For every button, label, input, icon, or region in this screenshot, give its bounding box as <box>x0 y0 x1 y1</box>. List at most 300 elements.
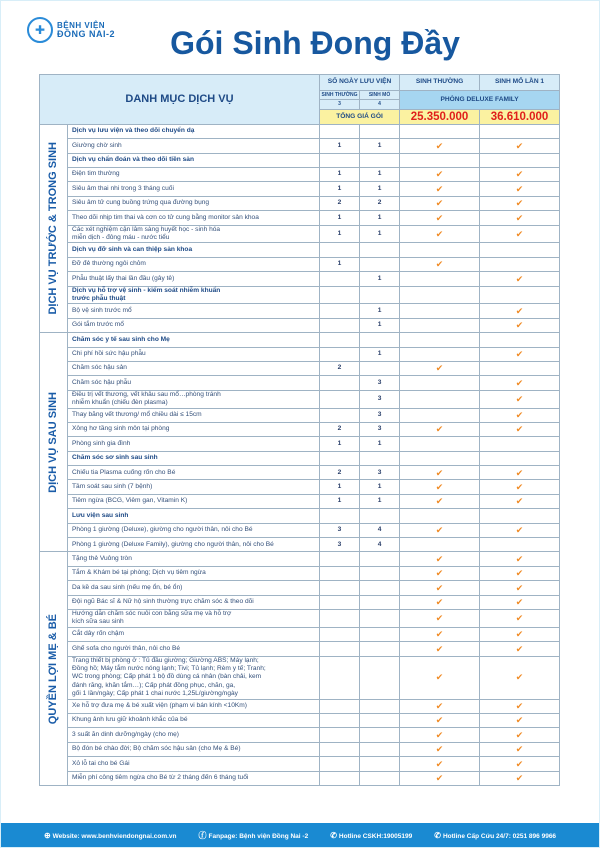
c-section-header: SINH MỔ LẦN 1 <box>480 75 560 91</box>
table-row <box>40 139 560 153</box>
section-subheader-row <box>40 333 560 347</box>
included-c-section <box>480 347 560 361</box>
days-c-section: 1 <box>360 304 400 318</box>
days-normal-birth: 3 <box>320 538 360 552</box>
days-c-section <box>360 361 400 375</box>
footer-fanpage[interactable] <box>199 830 309 841</box>
days-c-section <box>360 451 400 465</box>
included-c-section <box>480 196 560 210</box>
check-icon: ✔ <box>515 212 524 223</box>
check-icon: ✔ <box>515 169 524 180</box>
days-c-section: 1 <box>360 182 400 196</box>
table-row <box>40 347 560 361</box>
check-icon: ✔ <box>515 377 524 388</box>
days-c-section: 3 <box>360 390 400 408</box>
days-c-section <box>360 509 400 523</box>
included-normal-birth <box>400 225 480 243</box>
included-c-section <box>480 272 560 286</box>
section-label-text: QUYỀN LỢI MẸ & BÉ <box>47 613 60 724</box>
included-normal-birth <box>400 333 480 347</box>
days-normal-birth <box>320 728 360 742</box>
table-row <box>40 552 560 566</box>
included-normal-birth <box>400 480 480 494</box>
phone-icon: ✆ <box>434 830 441 840</box>
days-c-section: 4 <box>360 523 400 537</box>
check-icon: ✔ <box>515 320 524 331</box>
included-normal-birth <box>400 182 480 196</box>
logo-line1: BỆNH VIỆN <box>57 21 106 30</box>
check-icon: ✔ <box>515 140 524 151</box>
days-c-section <box>360 771 400 785</box>
website-text: Website: www.benhviendongnai.com.vn <box>52 832 177 840</box>
footer <box>1 823 599 847</box>
days-c-section <box>360 153 400 167</box>
days-c-section: 2 <box>360 196 400 210</box>
section-label <box>40 552 68 786</box>
included-c-section <box>480 742 560 756</box>
check-icon: ✔ <box>515 701 524 712</box>
included-c-section <box>480 771 560 785</box>
room-type: PHÒNG DELUXE FAMILY <box>400 91 560 110</box>
days-normal-birth: 1 <box>320 480 360 494</box>
service-name: Các xét nghiệm cận lâm sàng huyết học - sinh hóa miễn dịch - đông máu - nước tiểu <box>68 225 320 243</box>
days-normal-birth <box>320 333 360 347</box>
service-name: Siêu âm tử cung buồng trứng qua đường bụng <box>68 196 320 210</box>
included-c-section <box>480 566 560 580</box>
service-name: Chi phí hồi sức hậu phẫu <box>68 347 320 361</box>
check-icon: ✔ <box>515 613 524 624</box>
check-icon: ✔ <box>435 729 444 740</box>
table-row <box>40 757 560 771</box>
table-row <box>40 225 560 243</box>
check-icon: ✔ <box>435 467 444 478</box>
days-normal-birth <box>320 124 360 138</box>
days-c-section <box>360 124 400 138</box>
days-c-section: 1 <box>360 494 400 508</box>
included-c-section <box>480 304 560 318</box>
check-icon: ✔ <box>515 198 524 209</box>
included-c-section <box>480 211 560 225</box>
footer-website[interactable] <box>44 831 177 840</box>
included-c-section <box>480 466 560 480</box>
check-icon: ✔ <box>435 496 444 507</box>
days-normal-birth: 2 <box>320 361 360 375</box>
service-name: Chăm sóc y tế sau sinh cho Mẹ <box>68 333 320 347</box>
check-icon: ✔ <box>515 773 524 784</box>
included-c-section <box>480 713 560 727</box>
included-normal-birth <box>400 609 480 627</box>
included-normal-birth <box>400 272 480 286</box>
service-name: Trang thiết bị phòng ở : Tủ đầu giường; Giường ABS; Máy lạnh; Đồng hồ; Máy tắm nước nóng lạnh; Tivi; Tủ lạnh; Rèm y tế; Tranh; WC trong phòng; Cấp phát 1 bộ đồ dùng cá nhân (bàn chải, kem đánh răng, khăn tắm…); Cấp phát đồng phục, chăn, ga, gối 1 lần/ngày; Cấp phát 1 chai nước 1,25L/giường/ngày <box>68 656 320 699</box>
service-name: Chăm sóc hậu phẫu <box>68 376 320 390</box>
table-row <box>40 390 560 408</box>
days-c-section <box>360 627 400 641</box>
check-icon: ✔ <box>435 525 444 536</box>
included-c-section <box>480 552 560 566</box>
check-icon: ✔ <box>515 467 524 478</box>
check-icon: ✔ <box>435 212 444 223</box>
check-icon: ✔ <box>515 481 524 492</box>
phone-icon: ✆ <box>330 830 337 840</box>
days-c: 4 <box>360 100 400 109</box>
included-normal-birth <box>400 656 480 699</box>
days-header: SỐ NGÀY LƯU VIỆN <box>320 75 400 91</box>
included-normal-birth <box>400 699 480 713</box>
service-name: Giường chờ sinh <box>68 139 320 153</box>
included-c-section <box>480 728 560 742</box>
days-normal-birth: 2 <box>320 422 360 436</box>
included-normal-birth <box>400 304 480 318</box>
days-normal-birth: 1 <box>320 225 360 243</box>
check-icon: ✔ <box>515 525 524 536</box>
price-c-section: 36.610.000 <box>480 109 560 124</box>
normal-birth-header: SINH THƯỜNG <box>400 75 480 91</box>
table-row <box>40 361 560 375</box>
service-name: Tiêm ngừa (BCG, Viêm gan, Vitamin K) <box>68 494 320 508</box>
days-normal-birth <box>320 656 360 699</box>
check-icon: ✔ <box>435 259 444 270</box>
days-c-section <box>360 642 400 656</box>
days-c-section: 3 <box>360 376 400 390</box>
service-name: Dịch vụ lưu viện và theo dõi chuyển dạ <box>68 124 320 138</box>
service-name: Cắt dây rốn chậm <box>68 627 320 641</box>
days-normal-birth <box>320 243 360 257</box>
check-icon: ✔ <box>435 183 444 194</box>
check-icon: ✔ <box>515 273 524 284</box>
included-c-section <box>480 361 560 375</box>
check-icon: ✔ <box>515 228 524 239</box>
included-c-section <box>480 390 560 408</box>
included-c-section <box>480 656 560 699</box>
check-icon: ✔ <box>435 481 444 492</box>
included-c-section <box>480 642 560 656</box>
hotline-cskh-text: Hotline CSKH:19005199 <box>338 832 413 840</box>
days-normal-birth <box>320 451 360 465</box>
days-normal-birth <box>320 642 360 656</box>
service-name: Phòng sinh gia đình <box>68 437 320 451</box>
service-name: Chăm sóc hậu sản <box>68 361 320 375</box>
included-c-section <box>480 182 560 196</box>
included-c-section <box>480 581 560 595</box>
service-name: Chăm sóc sơ sinh sau sinh <box>68 451 320 465</box>
total-price-label: TỔNG GIÁ GÓI <box>320 109 400 124</box>
days-normal-birth <box>320 376 360 390</box>
days-normal-birth <box>320 509 360 523</box>
table-row <box>40 742 560 756</box>
days-c-section <box>360 552 400 566</box>
days-normal-birth <box>320 347 360 361</box>
included-normal-birth <box>400 509 480 523</box>
included-c-section <box>480 595 560 609</box>
included-normal-birth <box>400 627 480 641</box>
included-normal-birth <box>400 139 480 153</box>
days-normal-birth <box>320 742 360 756</box>
hotline-emergency-text: Hotline Cấp Cứu 24/7: 0251 896 9966 <box>442 832 557 840</box>
table-row <box>40 167 560 181</box>
table-row <box>40 211 560 225</box>
check-icon: ✔ <box>515 643 524 654</box>
days-normal-birth: 3 <box>320 523 360 537</box>
check-icon: ✔ <box>515 715 524 726</box>
included-normal-birth <box>400 728 480 742</box>
check-icon: ✔ <box>515 409 524 420</box>
service-name: Hướng dẫn chăm sóc nuôi con bằng sữa mẹ và hỗ trợ kích sữa sau sinh <box>68 609 320 627</box>
table-row <box>40 771 560 785</box>
included-c-section <box>480 437 560 451</box>
table-row <box>40 609 560 627</box>
check-icon: ✔ <box>435 701 444 712</box>
check-icon: ✔ <box>435 597 444 608</box>
service-name: Đội ngũ Bác sĩ & Nữ hộ sinh thường trực chăm sóc & theo dõi <box>68 595 320 609</box>
included-c-section <box>480 243 560 257</box>
check-icon: ✔ <box>515 582 524 593</box>
days-c-section: 1 <box>360 437 400 451</box>
days-normal-birth <box>320 153 360 167</box>
days-normal-birth <box>320 286 360 304</box>
included-normal-birth <box>400 595 480 609</box>
days-c-section: 1 <box>360 139 400 153</box>
table-row <box>40 318 560 332</box>
included-c-section <box>480 139 560 153</box>
included-c-section <box>480 422 560 436</box>
page-title: Gói Sinh Đong Đầy <box>170 25 460 61</box>
included-c-section <box>480 376 560 390</box>
included-normal-birth <box>400 566 480 580</box>
section-subheader-row <box>40 286 560 304</box>
included-normal-birth <box>400 286 480 304</box>
days-c-section <box>360 757 400 771</box>
check-icon: ✔ <box>435 424 444 435</box>
days-normal-birth <box>320 699 360 713</box>
table-row <box>40 182 560 196</box>
days-c-section <box>360 243 400 257</box>
days-c-section: 1 <box>360 211 400 225</box>
days-c-section <box>360 728 400 742</box>
included-normal-birth <box>400 124 480 138</box>
service-name: Ghế sofa cho người thân, nôi cho Bé <box>68 642 320 656</box>
days-c-section <box>360 333 400 347</box>
service-name: Phòng 1 giường (Deluxe), giường cho người thân, nôi cho Bé <box>68 523 320 537</box>
price-normal: 25.350.000 <box>400 109 480 124</box>
included-c-section <box>480 257 560 271</box>
days-c-section <box>360 742 400 756</box>
included-c-section <box>480 538 560 552</box>
section-label-text: DỊCH VỤ TRƯỚC & TRONG SINH <box>47 142 60 315</box>
included-normal-birth <box>400 466 480 480</box>
check-icon: ✔ <box>515 496 524 507</box>
table-row <box>40 538 560 552</box>
table-row <box>40 595 560 609</box>
days-c-section <box>360 595 400 609</box>
check-icon: ✔ <box>435 744 444 755</box>
included-c-section <box>480 153 560 167</box>
table-row <box>40 627 560 641</box>
check-icon: ✔ <box>515 553 524 564</box>
days-c-section <box>360 713 400 727</box>
service-name: Bộ đón bé chào đời; Bộ chăm sóc hậu sản (cho Mẹ & Bé) <box>68 742 320 756</box>
days-normal-birth <box>320 757 360 771</box>
days-c-section: 1 <box>360 318 400 332</box>
check-icon: ✔ <box>515 393 524 404</box>
service-name: Dịch vụ đỡ sinh và can thiệp sản khoa <box>68 243 320 257</box>
check-icon: ✔ <box>515 758 524 769</box>
fanpage-text: Fanpage: Bệnh viện Đồng Nai -2 <box>208 832 309 840</box>
section-subheader-row <box>40 243 560 257</box>
included-normal-birth <box>400 538 480 552</box>
included-normal-birth <box>400 153 480 167</box>
included-normal-birth <box>400 437 480 451</box>
section-label <box>40 124 68 332</box>
service-name: Bộ vệ sinh trước mổ <box>68 304 320 318</box>
days-normal-birth <box>320 390 360 408</box>
check-icon: ✔ <box>435 773 444 784</box>
days-c-label: SINH MỔ <box>360 91 400 100</box>
check-icon: ✔ <box>435 140 444 151</box>
check-icon: ✔ <box>515 305 524 316</box>
service-name: Theo dõi nhịp tim thai và cơn co tử cung bằng monitor sản khoa <box>68 211 320 225</box>
included-c-section <box>480 480 560 494</box>
table-row <box>40 466 560 480</box>
included-normal-birth <box>400 211 480 225</box>
logo-icon: ✚ <box>27 17 53 43</box>
service-name: Tặng thẻ Vuông tròn <box>68 552 320 566</box>
service-name: Phòng 1 giường (Deluxe Family), giường cho người thân, nôi cho Bé <box>68 538 320 552</box>
included-normal-birth <box>400 318 480 332</box>
included-c-section <box>480 225 560 243</box>
table-row <box>40 523 560 537</box>
service-name: Xe hỗ trợ đưa mẹ & bé xuất viện (phạm vi bán kính <10Km) <box>68 699 320 713</box>
days-normal-birth: 2 <box>320 466 360 480</box>
check-icon: ✔ <box>515 424 524 435</box>
table-row <box>40 656 560 699</box>
days-normal-birth <box>320 609 360 627</box>
days-normal-birth <box>320 318 360 332</box>
facebook-icon: ⓕ <box>198 830 207 840</box>
included-c-section <box>480 523 560 537</box>
days-normal-birth <box>320 552 360 566</box>
days-normal-birth <box>320 304 360 318</box>
days-c-section: 1 <box>360 347 400 361</box>
included-normal-birth <box>400 494 480 508</box>
service-name: Thay băng vết thương/ mổ chiều dài ≤ 15cm <box>68 408 320 422</box>
included-normal-birth <box>400 642 480 656</box>
check-icon: ✔ <box>515 629 524 640</box>
days-normal: 3 <box>320 100 360 109</box>
table-row <box>40 494 560 508</box>
table-row <box>40 728 560 742</box>
service-name: Miễn phí công tiêm ngừa cho Bé từ 2 tháng đến 6 tháng tuổi <box>68 771 320 785</box>
table-row <box>40 581 560 595</box>
service-table <box>39 74 560 786</box>
check-icon: ✔ <box>435 228 444 239</box>
included-normal-birth <box>400 422 480 436</box>
globe-icon: ⊕ <box>43 830 51 840</box>
days-normal-birth <box>320 627 360 641</box>
included-normal-birth <box>400 451 480 465</box>
included-c-section <box>480 318 560 332</box>
days-c-section <box>360 257 400 271</box>
check-icon: ✔ <box>515 729 524 740</box>
days-c-section: 4 <box>360 538 400 552</box>
table-row <box>40 196 560 210</box>
service-name: Tầm soát sau sinh (7 bệnh) <box>68 480 320 494</box>
included-normal-birth <box>400 347 480 361</box>
included-c-section <box>480 494 560 508</box>
days-normal-birth <box>320 595 360 609</box>
check-icon: ✔ <box>435 198 444 209</box>
included-normal-birth <box>400 757 480 771</box>
section-subheader-row <box>40 509 560 523</box>
check-icon: ✔ <box>435 568 444 579</box>
check-icon: ✔ <box>435 553 444 564</box>
days-normal-birth: 1 <box>320 139 360 153</box>
included-normal-birth <box>400 771 480 785</box>
included-normal-birth <box>400 742 480 756</box>
days-c-section: 3 <box>360 422 400 436</box>
days-normal-birth: 2 <box>320 196 360 210</box>
table-row <box>40 480 560 494</box>
check-icon: ✔ <box>515 672 524 683</box>
check-icon: ✔ <box>435 582 444 593</box>
service-name: Tắm & Khám bé tại phòng; Dịch vụ tiêm ngừa <box>68 566 320 580</box>
service-name: Đỡ đẻ thường ngôi chỏm <box>68 257 320 271</box>
section-subheader-row <box>40 451 560 465</box>
included-c-section <box>480 408 560 422</box>
service-name: Xỏ lỗ tai cho bé Gái <box>68 757 320 771</box>
service-name: Điện tim thường <box>68 167 320 181</box>
service-name: Lưu viện sau sinh <box>68 509 320 523</box>
days-c-section <box>360 566 400 580</box>
check-icon: ✔ <box>515 183 524 194</box>
days-c-section <box>360 286 400 304</box>
service-name: Xông hơ tầng sinh môn tại phòng <box>68 422 320 436</box>
service-name: Siêu âm thai nhi trong 3 tháng cuối <box>68 182 320 196</box>
included-c-section <box>480 286 560 304</box>
included-normal-birth <box>400 523 480 537</box>
days-normal-birth <box>320 771 360 785</box>
included-normal-birth <box>400 408 480 422</box>
days-normal-birth: 1 <box>320 494 360 508</box>
table-row <box>40 642 560 656</box>
included-normal-birth <box>400 361 480 375</box>
included-normal-birth <box>400 167 480 181</box>
table-row <box>40 304 560 318</box>
table-row <box>40 376 560 390</box>
days-normal-birth <box>320 713 360 727</box>
days-c-section <box>360 699 400 713</box>
days-c-section: 1 <box>360 225 400 243</box>
check-icon: ✔ <box>435 169 444 180</box>
days-c-section <box>360 656 400 699</box>
service-name: Dịch vụ chẩn đoán và theo dõi tiền sản <box>68 153 320 167</box>
service-name: Chiếu tia Plasma cuống rốn cho Bé <box>68 466 320 480</box>
days-normal-birth <box>320 272 360 286</box>
days-c-section <box>360 609 400 627</box>
included-c-section <box>480 699 560 713</box>
days-c-section: 3 <box>360 466 400 480</box>
included-c-section <box>480 333 560 347</box>
included-normal-birth <box>400 581 480 595</box>
check-icon: ✔ <box>435 629 444 640</box>
check-icon: ✔ <box>435 363 444 374</box>
check-icon: ✔ <box>435 613 444 624</box>
included-normal-birth <box>400 713 480 727</box>
included-normal-birth <box>400 243 480 257</box>
check-icon: ✔ <box>515 349 524 359</box>
service-name: Điều trị vết thương, vết khâu sau mổ…phòng tránh nhiễm khuẩn (chiếu đèn plasma) <box>68 390 320 408</box>
included-normal-birth <box>400 196 480 210</box>
footer-hotline-cskh <box>330 831 412 840</box>
